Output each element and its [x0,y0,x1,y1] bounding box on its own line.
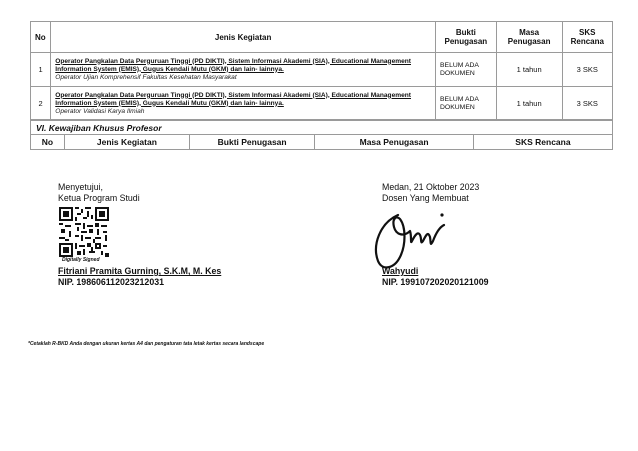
row-sks: 3 SKS [562,87,612,121]
col-header-evidence: Bukti Penugasan [189,135,314,150]
col-header-activity: Jenis Kegiatan [64,135,189,150]
approval-line1: Menyetujui, [58,182,103,192]
table-row [31,53,613,87]
col-header-no: No [31,22,51,53]
row-detail: Operator Ujian Komprehensif Fakultas Kesehatan Masyarakat [55,73,237,81]
approval-heading [58,182,140,204]
row-evidence: BELUM ADA DOKUMEN [436,87,497,121]
col-header-sks: SKS Rencana [562,22,612,53]
author-date: Medan, 21 Oktober 2023 [382,182,480,192]
col-header-period: Masa Penugasan [496,22,562,53]
row-period: 1 tahun [496,53,562,87]
approval-line2: Ketua Program Studi [58,193,140,203]
col-header-activity: Jenis Kegiatan [51,22,436,53]
row-no: 1 [31,53,51,87]
author-signatory [382,266,488,288]
author-heading [382,182,479,204]
approval-signatory [58,266,221,288]
approver-nip: NIP. 198606112023212031 [58,277,164,287]
table-header-row [31,135,613,150]
qr-code [59,207,109,257]
col-header-sks: SKS Rencana [473,135,612,150]
col-header-no: No [31,135,65,150]
author-role: Dosen Yang Membuat [382,193,469,203]
handwritten-signature [370,205,460,275]
table-row [31,87,613,121]
author-nip: NIP. 199107202020121009 [382,277,489,287]
row-detail: Operator Validasi Karya Ilmiah [55,107,145,115]
approver-name: Fitriani Pramita Gurning, S.K.M, M. Kes [58,266,222,276]
row-activity-cell [51,53,436,87]
section-title: VI. Kewajiban Khusus Profesor [30,119,613,134]
row-activity: Operator Pangkalan Data Perguruan Tinggi (PD DIKTI), Sistem Informasi Akademi (SIA), Educational Management Information System (EMIS), Gugus Kendali Mutu (GKM) dan lain- lainnya. [55,57,411,73]
author-name: Wahyudi [382,266,419,276]
row-activity: Operator Pangkalan Data Perguruan Tinggi (PD DIKTI), Sistem Informasi Akademi (SIA), Educational Management Information System (EMIS), Gugus Kendali Mutu (GKM) dan lain- lainnya. [55,91,411,107]
activities-table [30,21,613,121]
digitally-signed-label: Digitally Signed [62,257,100,263]
row-period: 1 tahun [496,87,562,121]
footnote: *Cetaklah R-BKD Anda dengan ukuran kertas A4 dan pengaturan tata letak kertas secara landscape [28,341,265,347]
row-activity-cell [51,87,436,121]
col-header-evidence: Bukti Penugasan [436,22,497,53]
table-header-row [31,22,613,53]
row-evidence: BELUM ADA DOKUMEN [436,53,497,87]
row-no: 2 [31,87,51,121]
row-sks: 3 SKS [562,53,612,87]
col-header-period: Masa Penugasan [315,135,474,150]
professor-duties-table [30,134,613,150]
